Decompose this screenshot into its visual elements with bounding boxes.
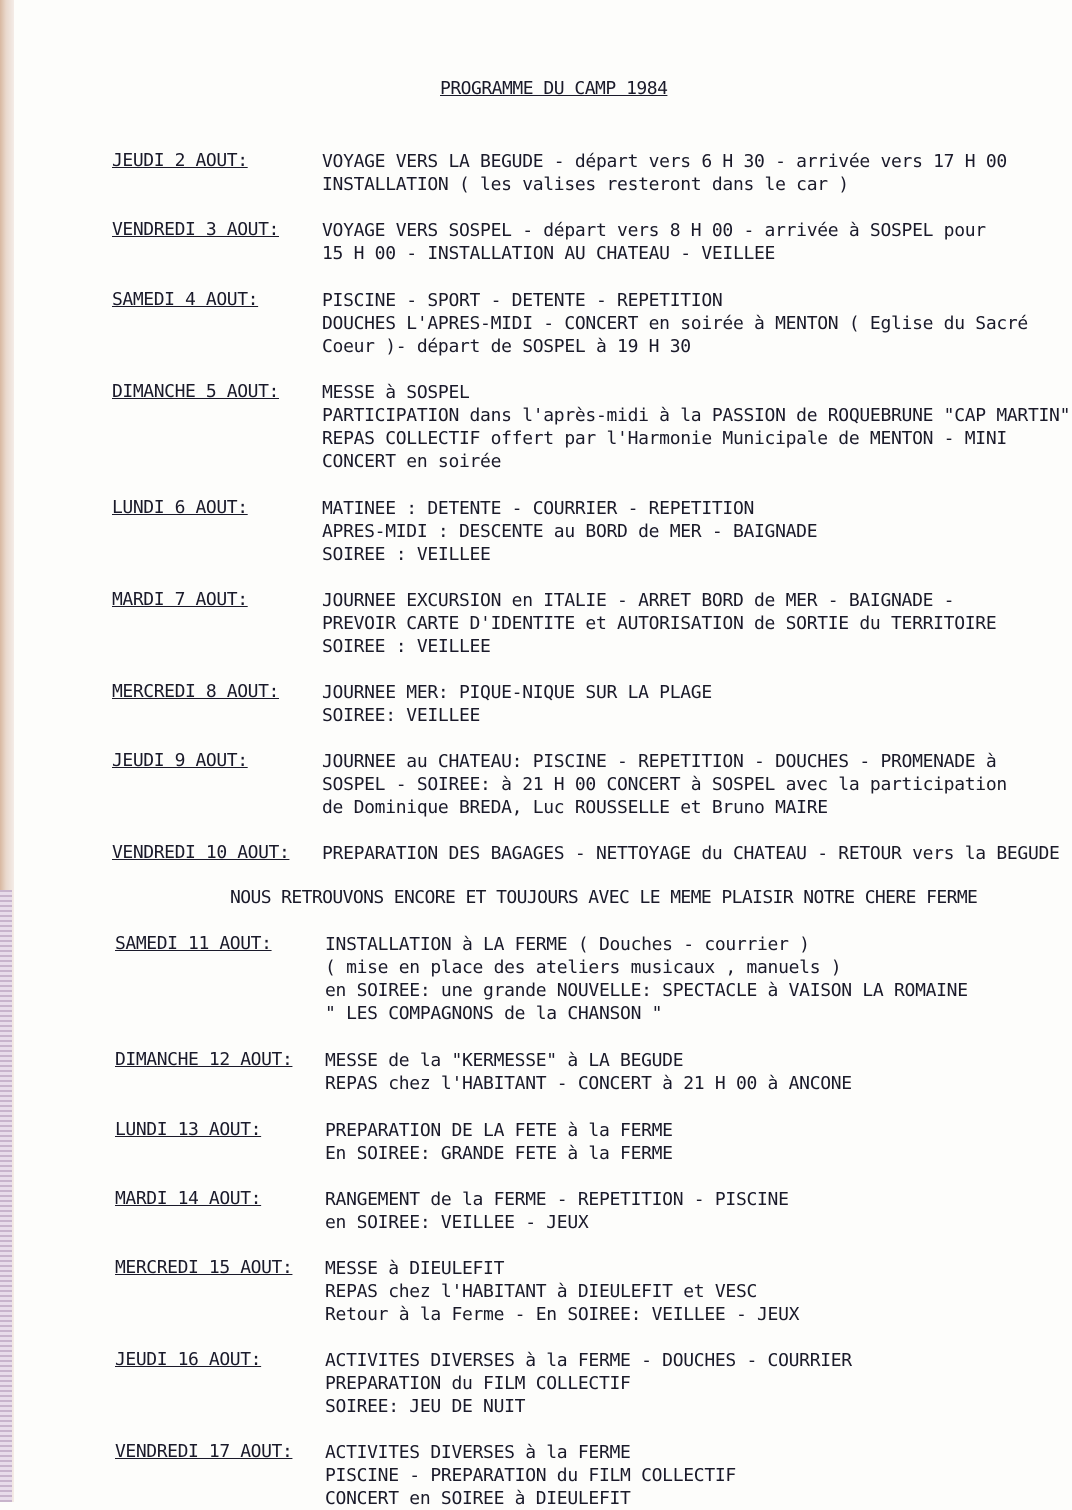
entry-details [325,1441,736,1510]
entry-line: MESSE à SOSPEL [322,382,470,403]
entry-details [322,150,1007,196]
entry-date: JEUDI 16 AOUT: [115,1349,262,1370]
entry-details [325,1257,799,1326]
entry-line: ACTIVITES DIVERSES à la FERME [325,1442,631,1463]
entry-line: de Dominique BREDA, Luc ROUSSELLE et Bruno MAIRE [322,797,828,818]
entry-line: SOSPEL - SOIREE: à 21 H 00 CONCERT à SOSPEL avec la participation [322,774,1007,795]
entry-date: MERCREDI 15 AOUT: [115,1257,293,1278]
farm-banner: NOUS RETROUVONS ENCORE ET TOUJOURS AVEC LE MEME PLAISIR NOTRE CHERE FERME [230,887,978,908]
entry-date: SAMEDI 4 AOUT: [112,289,259,310]
entry-details [322,842,1060,865]
entry-date: VENDREDI 10 AOUT: [112,842,290,863]
entry-line: APRES-MIDI : DESCENTE au BORD de MER - BAIGNADE [322,521,818,542]
entry-date: VENDREDI 3 AOUT: [112,219,279,240]
entry-line: " LES COMPAGNONS de la CHANSON " [325,1003,663,1024]
entry-line: PISCINE - SPORT - DETENTE - REPETITION [322,290,723,311]
entry-details [325,1049,852,1095]
entry-line: DOUCHES L'APRES-MIDI - CONCERT en soirée à MENTON ( Eglise du Sacré [322,313,1028,334]
entry-line: PREPARATION DES BAGAGES - NETTOYAGE du CHATEAU - RETOUR vers la BEGUDE [322,843,1060,864]
entry-line: JOURNEE au CHATEAU: PISCINE - REPETITION - DOUCHES - PROMENADE à [322,751,997,772]
entry-line: CONCERT en SOIREE à DIEULEFIT [325,1488,631,1509]
entry-details [325,933,968,1025]
entry-details [325,1349,852,1418]
entry-line: JOURNEE MER: PIQUE-NIQUE SUR LA PLAGE [322,682,712,703]
entry-line: en SOIREE: une grande NOUVELLE: SPECTACLE à VAISON LA ROMAINE [325,980,968,1001]
entry-details [322,750,1007,819]
entry-line: ( mise en place des ateliers musicaux , manuels ) [325,957,842,978]
entry-line: INSTALLATION ( les valises resteront dans le car ) [322,174,849,195]
entry-line: VOYAGE VERS LA BEGUDE - départ vers 6 H 30 - arrivée vers 17 H 00 [322,151,1007,172]
entry-details [322,289,1028,358]
entry-date: JEUDI 2 AOUT: [112,150,248,171]
entry-line: PISCINE - PREPARATION du FILM COLLECTIF [325,1465,736,1486]
entry-line: MESSE de la "KERMESSE" à LA BEGUDE [325,1050,684,1071]
page-title: PROGRAMME DU CAMP 1984 [440,78,668,99]
entry-details [325,1188,789,1234]
entry-line: SOIREE: JEU DE NUIT [325,1396,526,1417]
entry-line: MESSE à DIEULEFIT [325,1258,505,1279]
entry-date: MARDI 7 AOUT: [112,589,248,610]
entry-date: MARDI 14 AOUT: [115,1188,262,1209]
entry-line: En SOIREE: GRANDE FETE à la FERME [325,1143,673,1164]
entry-details [322,681,712,727]
entry-line: CONCERT en soirée [322,451,502,472]
entry-line: Coeur )- départ de SOSPEL à 19 H 30 [322,336,691,357]
entry-line: SOIREE: VEILLEE [322,705,481,726]
entry-date: LUNDI 13 AOUT: [115,1119,262,1140]
entry-line: VOYAGE VERS SOSPEL - départ vers 8 H 00 - arrivée à SOSPEL pour [322,220,986,241]
entry-line: en SOIREE: VEILLEE - JEUX [325,1212,589,1233]
entry-details [322,497,817,566]
entry-line: REPAS chez l'HABITANT à DIEULEFIT et VESC [325,1281,758,1302]
entry-date: SAMEDI 11 AOUT: [115,933,272,954]
entry-line: REPAS COLLECTIF offert par l'Harmonie Municipale de MENTON - MINI [322,428,1007,449]
entry-date: DIMANCHE 5 AOUT: [112,381,279,402]
entry-line: PREPARATION du FILM COLLECTIF [325,1373,631,1394]
entry-line: SOIREE : VEILLEE [322,544,491,565]
entry-line: ACTIVITES DIVERSES à la FERME - DOUCHES - COURRIER [325,1350,852,1371]
entry-line: SOIREE : VEILLEE [322,636,491,657]
entry-line: RANGEMENT de la FERME - REPETITION - PISCINE [325,1189,789,1210]
entry-details [322,589,996,658]
entry-line: REPAS chez l'HABITANT - CONCERT à 21 H 00 à ANCONE [325,1073,852,1094]
entry-details [325,1119,673,1165]
paper-left-edge-stripes [0,890,12,1502]
entry-line: PREVOIR CARTE D'IDENTITE et AUTORISATION de SORTIE du TERRITOIRE [322,613,997,634]
entry-line: PREPARATION DE LA FETE à la FERME [325,1120,673,1141]
entry-date: VENDREDI 17 AOUT: [115,1441,293,1462]
entry-date: JEUDI 9 AOUT: [112,750,248,771]
entry-line: 15 H 00 - INSTALLATION AU CHATEAU - VEILLEE [322,243,776,264]
entry-line: Retour à la Ferme - En SOIREE: VEILLEE - JEUX [325,1304,800,1325]
entry-line: JOURNEE EXCURSION en ITALIE - ARRET BORD de MER - BAIGNADE - [322,590,955,611]
entry-line: INSTALLATION à LA FERME ( Douches - courrier ) [325,934,810,955]
entry-date: DIMANCHE 12 AOUT: [115,1049,293,1070]
entry-date: MERCREDI 8 AOUT: [112,681,279,702]
entry-details [322,219,986,265]
entry-details [322,381,1070,473]
entry-date: LUNDI 6 AOUT: [112,497,248,518]
entry-line: PARTICIPATION dans l'après-midi à la PASSION de ROQUEBRUNE "CAP MARTIN" [322,405,1071,426]
entry-line: MATINEE : DETENTE - COURRIER - REPETITION [322,498,755,519]
